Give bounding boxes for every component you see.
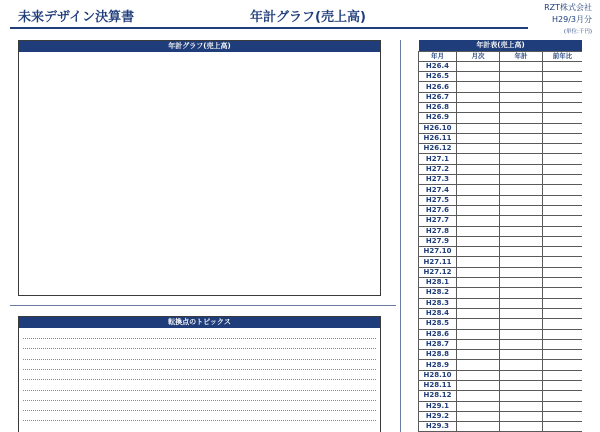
annual-cell[interactable] (500, 154, 543, 164)
table-row (419, 350, 583, 360)
yoy-cell[interactable] (543, 175, 583, 185)
row-month-label: H28.5 (419, 319, 457, 329)
annual-cell[interactable] (500, 401, 543, 411)
row-month-label: H27.1 (419, 154, 457, 164)
annual-cell[interactable] (500, 360, 543, 370)
monthly-cell[interactable] (457, 278, 500, 288)
yoy-cell[interactable] (543, 319, 583, 329)
table-row (419, 102, 583, 112)
table-row (419, 329, 583, 339)
monthly-cell[interactable] (457, 247, 500, 257)
section-divider (10, 305, 396, 306)
row-month-label: H26.11 (419, 133, 457, 143)
table-row (419, 133, 583, 143)
annual-cell[interactable] (500, 288, 543, 298)
row-month-label: H27.10 (419, 247, 457, 257)
monthly-cell[interactable] (457, 329, 500, 339)
row-month-label: H28.6 (419, 329, 457, 339)
row-month-label: H28.11 (419, 381, 457, 391)
row-month-label: H26.5 (419, 72, 457, 82)
annual-cell[interactable] (500, 329, 543, 339)
yoy-cell[interactable] (543, 113, 583, 123)
table-row (419, 175, 583, 185)
topic-line[interactable] (23, 410, 376, 411)
row-month-label: H29.1 (419, 401, 457, 411)
yoy-cell[interactable] (543, 298, 583, 308)
table-row (419, 339, 583, 349)
header-rule (10, 27, 528, 29)
page-title: 年計グラフ(売上高) (250, 10, 366, 25)
column-header-month: 年月 (419, 51, 457, 61)
yoy-cell[interactable] (543, 370, 583, 380)
table-row (419, 144, 583, 154)
table-row (419, 360, 583, 370)
yoy-cell[interactable] (543, 226, 583, 236)
table-row (419, 267, 583, 277)
table-row (419, 164, 583, 174)
company-name: RZT株式会社 (544, 3, 592, 12)
annual-cell[interactable] (500, 411, 543, 421)
monthly-cell[interactable] (457, 411, 500, 421)
row-month-label: H27.3 (419, 175, 457, 185)
yoy-cell[interactable] (543, 401, 583, 411)
annual-chart-panel (18, 40, 381, 296)
table-row (419, 370, 583, 380)
yoy-cell[interactable] (543, 236, 583, 246)
annual-cell[interactable] (500, 391, 543, 401)
company-title: 未来デザイン決算書 (18, 10, 135, 25)
row-month-label: H29.2 (419, 411, 457, 421)
annual-cell[interactable] (500, 72, 543, 82)
annual-cell[interactable] (500, 236, 543, 246)
row-month-label: H28.10 (419, 370, 457, 380)
table-row (419, 205, 583, 215)
monthly-cell[interactable] (457, 350, 500, 360)
annual-cell[interactable] (500, 257, 543, 267)
monthly-cell[interactable] (457, 319, 500, 329)
annual-cell[interactable] (500, 319, 543, 329)
yoy-cell[interactable] (543, 339, 583, 349)
yoy-cell[interactable] (543, 72, 583, 82)
annual-cell[interactable] (500, 102, 543, 112)
yoy-cell[interactable] (543, 92, 583, 102)
yoy-cell[interactable] (543, 308, 583, 318)
annual-cell[interactable] (500, 195, 543, 205)
yoy-cell[interactable] (543, 422, 583, 432)
table-row (419, 401, 583, 411)
monthly-cell[interactable] (457, 82, 500, 92)
topic-line[interactable] (23, 369, 376, 370)
annual-cell[interactable] (500, 278, 543, 288)
row-month-label: H28.12 (419, 391, 457, 401)
row-month-label: H29.3 (419, 422, 457, 432)
table-row (419, 216, 583, 226)
topic-line[interactable] (23, 338, 376, 339)
annual-table-body (419, 61, 583, 432)
annual-cell[interactable] (500, 185, 543, 195)
monthly-cell[interactable] (457, 370, 500, 380)
row-month-label: H26.10 (419, 123, 457, 133)
monthly-cell[interactable] (457, 422, 500, 432)
yoy-cell[interactable] (543, 288, 583, 298)
table-row (419, 72, 583, 82)
table-row (419, 319, 583, 329)
yoy-cell[interactable] (543, 278, 583, 288)
yoy-cell[interactable] (543, 411, 583, 421)
row-month-label: H26.4 (419, 61, 457, 71)
annual-cell[interactable] (500, 381, 543, 391)
annual-cell[interactable] (500, 370, 543, 380)
annual-chart-title: 年計グラフ(売上高) (19, 41, 380, 52)
row-month-label: H28.7 (419, 339, 457, 349)
yoy-cell[interactable] (543, 205, 583, 215)
row-month-label: H27.6 (419, 205, 457, 215)
row-month-label: H26.12 (419, 144, 457, 154)
annual-cell[interactable] (500, 339, 543, 349)
monthly-cell[interactable] (457, 308, 500, 318)
turning-point-topics-panel (18, 316, 381, 432)
monthly-cell[interactable] (457, 288, 500, 298)
row-month-label: H28.3 (419, 298, 457, 308)
row-month-label: H28.1 (419, 278, 457, 288)
annual-cell[interactable] (500, 144, 543, 154)
topic-line[interactable] (23, 400, 376, 401)
monthly-cell[interactable] (457, 257, 500, 267)
monthly-cell[interactable] (457, 205, 500, 215)
row-month-label: H27.5 (419, 195, 457, 205)
annual-table-panel (418, 40, 582, 432)
yoy-cell[interactable] (543, 82, 583, 92)
monthly-cell[interactable] (457, 381, 500, 391)
annual-cell[interactable] (500, 298, 543, 308)
table-row (419, 195, 583, 205)
yoy-cell[interactable] (543, 350, 583, 360)
yoy-cell[interactable] (543, 391, 583, 401)
yoy-cell[interactable] (543, 102, 583, 112)
row-month-label: H28.4 (419, 308, 457, 318)
yoy-cell[interactable] (543, 195, 583, 205)
unit-note: (単位:千円) (563, 29, 592, 35)
annual-table (418, 40, 582, 432)
yoy-cell[interactable] (543, 257, 583, 267)
topic-line[interactable] (23, 359, 376, 360)
table-row (419, 411, 583, 421)
table-row (419, 185, 583, 195)
table-row (419, 61, 583, 71)
yoy-cell[interactable] (543, 381, 583, 391)
row-month-label: H28.9 (419, 360, 457, 370)
table-row (419, 226, 583, 236)
monthly-cell[interactable] (457, 298, 500, 308)
monthly-cell[interactable] (457, 144, 500, 154)
yoy-cell[interactable] (543, 123, 583, 133)
table-row (419, 92, 583, 102)
table-row (419, 257, 583, 267)
monthly-cell[interactable] (457, 401, 500, 411)
annual-cell[interactable] (500, 205, 543, 215)
monthly-cell[interactable] (457, 133, 500, 143)
monthly-cell[interactable] (457, 226, 500, 236)
yoy-cell[interactable] (543, 360, 583, 370)
annual-chart-area (19, 52, 380, 295)
annual-cell[interactable] (500, 123, 543, 133)
row-month-label: H26.6 (419, 82, 457, 92)
row-month-label: H27.12 (419, 267, 457, 277)
annual-cell[interactable] (500, 92, 543, 102)
table-row (419, 154, 583, 164)
annual-cell[interactable] (500, 61, 543, 71)
table-row (419, 391, 583, 401)
annual-cell[interactable] (500, 175, 543, 185)
row-month-label: H27.2 (419, 164, 457, 174)
annual-table-title: 年計表(売上高) (419, 40, 583, 51)
monthly-cell[interactable] (457, 216, 500, 226)
yoy-cell[interactable] (543, 185, 583, 195)
yoy-cell[interactable] (543, 267, 583, 277)
column-header-annual: 年計 (500, 51, 543, 61)
row-month-label: H27.8 (419, 226, 457, 236)
row-month-label: H27.9 (419, 236, 457, 246)
yoy-cell[interactable] (543, 247, 583, 257)
table-row (419, 288, 583, 298)
monthly-cell[interactable] (457, 154, 500, 164)
annual-cell[interactable] (500, 216, 543, 226)
monthly-cell[interactable] (457, 123, 500, 133)
monthly-cell[interactable] (457, 236, 500, 246)
annual-cell[interactable] (500, 133, 543, 143)
topics-title: 転換点のトピックス (19, 317, 380, 328)
yoy-cell[interactable] (543, 144, 583, 154)
annual-cell[interactable] (500, 267, 543, 277)
monthly-cell[interactable] (457, 72, 500, 82)
table-row (419, 278, 583, 288)
row-month-label: H28.8 (419, 350, 457, 360)
column-divider (400, 40, 401, 432)
topic-line[interactable] (23, 348, 376, 349)
table-row (419, 123, 583, 133)
monthly-cell[interactable] (457, 164, 500, 174)
topic-line[interactable] (23, 420, 376, 421)
row-month-label: H26.9 (419, 113, 457, 123)
table-row (419, 308, 583, 318)
annual-cell[interactable] (500, 308, 543, 318)
monthly-cell[interactable] (457, 185, 500, 195)
row-month-label: H27.11 (419, 257, 457, 267)
annual-cell[interactable] (500, 350, 543, 360)
table-row (419, 381, 583, 391)
report-period: H29/3月分 (552, 15, 592, 24)
column-header-yoy: 前年比 (543, 51, 583, 61)
monthly-cell[interactable] (457, 195, 500, 205)
yoy-cell[interactable] (543, 154, 583, 164)
topic-line[interactable] (23, 379, 376, 380)
yoy-cell[interactable] (543, 329, 583, 339)
monthly-cell[interactable] (457, 391, 500, 401)
monthly-cell[interactable] (457, 267, 500, 277)
annual-cell[interactable] (500, 247, 543, 257)
row-month-label: H26.8 (419, 102, 457, 112)
monthly-cell[interactable] (457, 360, 500, 370)
table-row (419, 113, 583, 123)
annual-cell[interactable] (500, 226, 543, 236)
table-row (419, 236, 583, 246)
yoy-cell[interactable] (543, 164, 583, 174)
monthly-cell[interactable] (457, 102, 500, 112)
annual-cell[interactable] (500, 113, 543, 123)
row-month-label: H27.7 (419, 216, 457, 226)
monthly-cell[interactable] (457, 175, 500, 185)
monthly-cell[interactable] (457, 113, 500, 123)
table-row (419, 82, 583, 92)
table-row (419, 422, 583, 432)
yoy-cell[interactable] (543, 216, 583, 226)
table-row (419, 298, 583, 308)
table-row (419, 247, 583, 257)
annual-cell[interactable] (500, 82, 543, 92)
column-header-monthly: 月次 (457, 51, 500, 61)
yoy-cell[interactable] (543, 133, 583, 143)
row-month-label: H28.2 (419, 288, 457, 298)
annual-cell[interactable] (500, 422, 543, 432)
topic-line[interactable] (23, 390, 376, 391)
monthly-cell[interactable] (457, 61, 500, 71)
yoy-cell[interactable] (543, 61, 583, 71)
row-month-label: H26.7 (419, 92, 457, 102)
annual-cell[interactable] (500, 164, 543, 174)
monthly-cell[interactable] (457, 92, 500, 102)
row-month-label: H27.4 (419, 185, 457, 195)
monthly-cell[interactable] (457, 339, 500, 349)
